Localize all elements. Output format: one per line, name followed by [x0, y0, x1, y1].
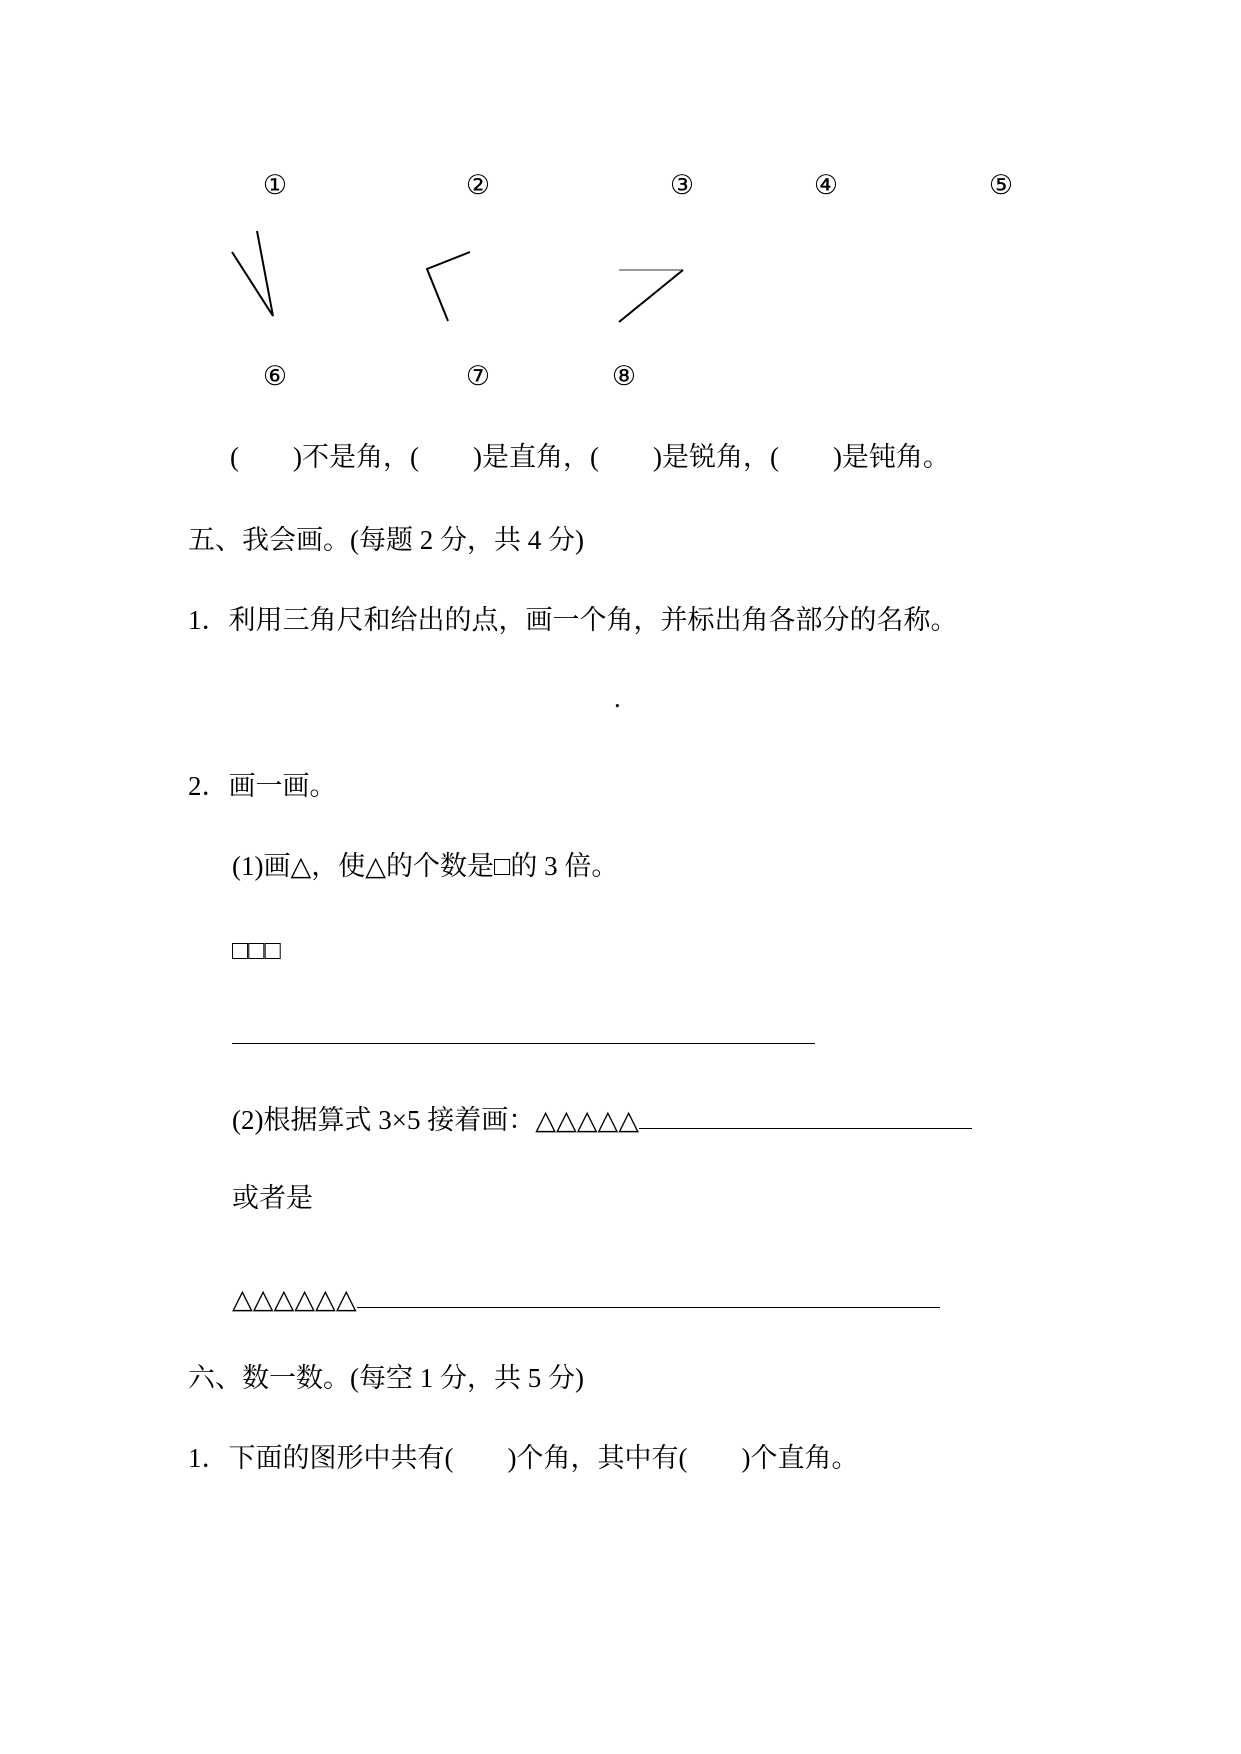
figure-7-obtuse-angle: [427, 252, 470, 321]
angle-label-6: ⑥: [262, 361, 288, 391]
angle-label-1: ①: [262, 170, 288, 200]
figure-8-acute-angle: [619, 270, 683, 322]
angle-figures: [0, 0, 1241, 400]
squares: □□□: [232, 935, 281, 965]
alt-triangles-text: △△△△△△: [232, 1284, 357, 1314]
angle-label-4: ④: [813, 170, 839, 200]
section5-q2: 2．画一画。: [188, 771, 337, 801]
angle-label-3: ③: [669, 170, 695, 200]
section5-q2-1: (1)画△，使△的个数是□的 3 倍。: [232, 851, 619, 881]
angle-label-5: ⑤: [988, 170, 1014, 200]
section5-q2-2: [232, 1102, 972, 1136]
section6-q1: 1．下面的图形中共有( )个角，其中有( )个直角。: [188, 1443, 859, 1473]
answer-line-3[interactable]: [357, 1281, 940, 1308]
angle-label-2: ②: [465, 170, 491, 200]
angle-label-7: ⑦: [465, 361, 491, 391]
section5-q1: 1．利用三角尺和给出的点，画一个角，并标出角各部分的名称。: [188, 605, 958, 635]
angle-label-8: ⑧: [611, 361, 637, 391]
section5-q2-2-text: (2)根据算式 3×5 接着画：△△△△△: [232, 1105, 640, 1135]
section5-heading: 五、我会画。(每题 2 分，共 4 分): [188, 525, 584, 555]
alt-triangles: [232, 1281, 940, 1315]
figure-6-acute-angle: [232, 231, 273, 316]
classification-question: ( )不是角，( )是直角，( )是锐角，( )是钝角。: [230, 442, 950, 472]
section6-heading: 六、数一数。(每空 1 分，共 5 分): [188, 1363, 584, 1393]
given-point: .: [614, 683, 621, 713]
answer-line-2[interactable]: [639, 1102, 972, 1129]
or-text: 或者是: [232, 1183, 313, 1213]
answer-line-1[interactable]: [232, 1043, 815, 1044]
